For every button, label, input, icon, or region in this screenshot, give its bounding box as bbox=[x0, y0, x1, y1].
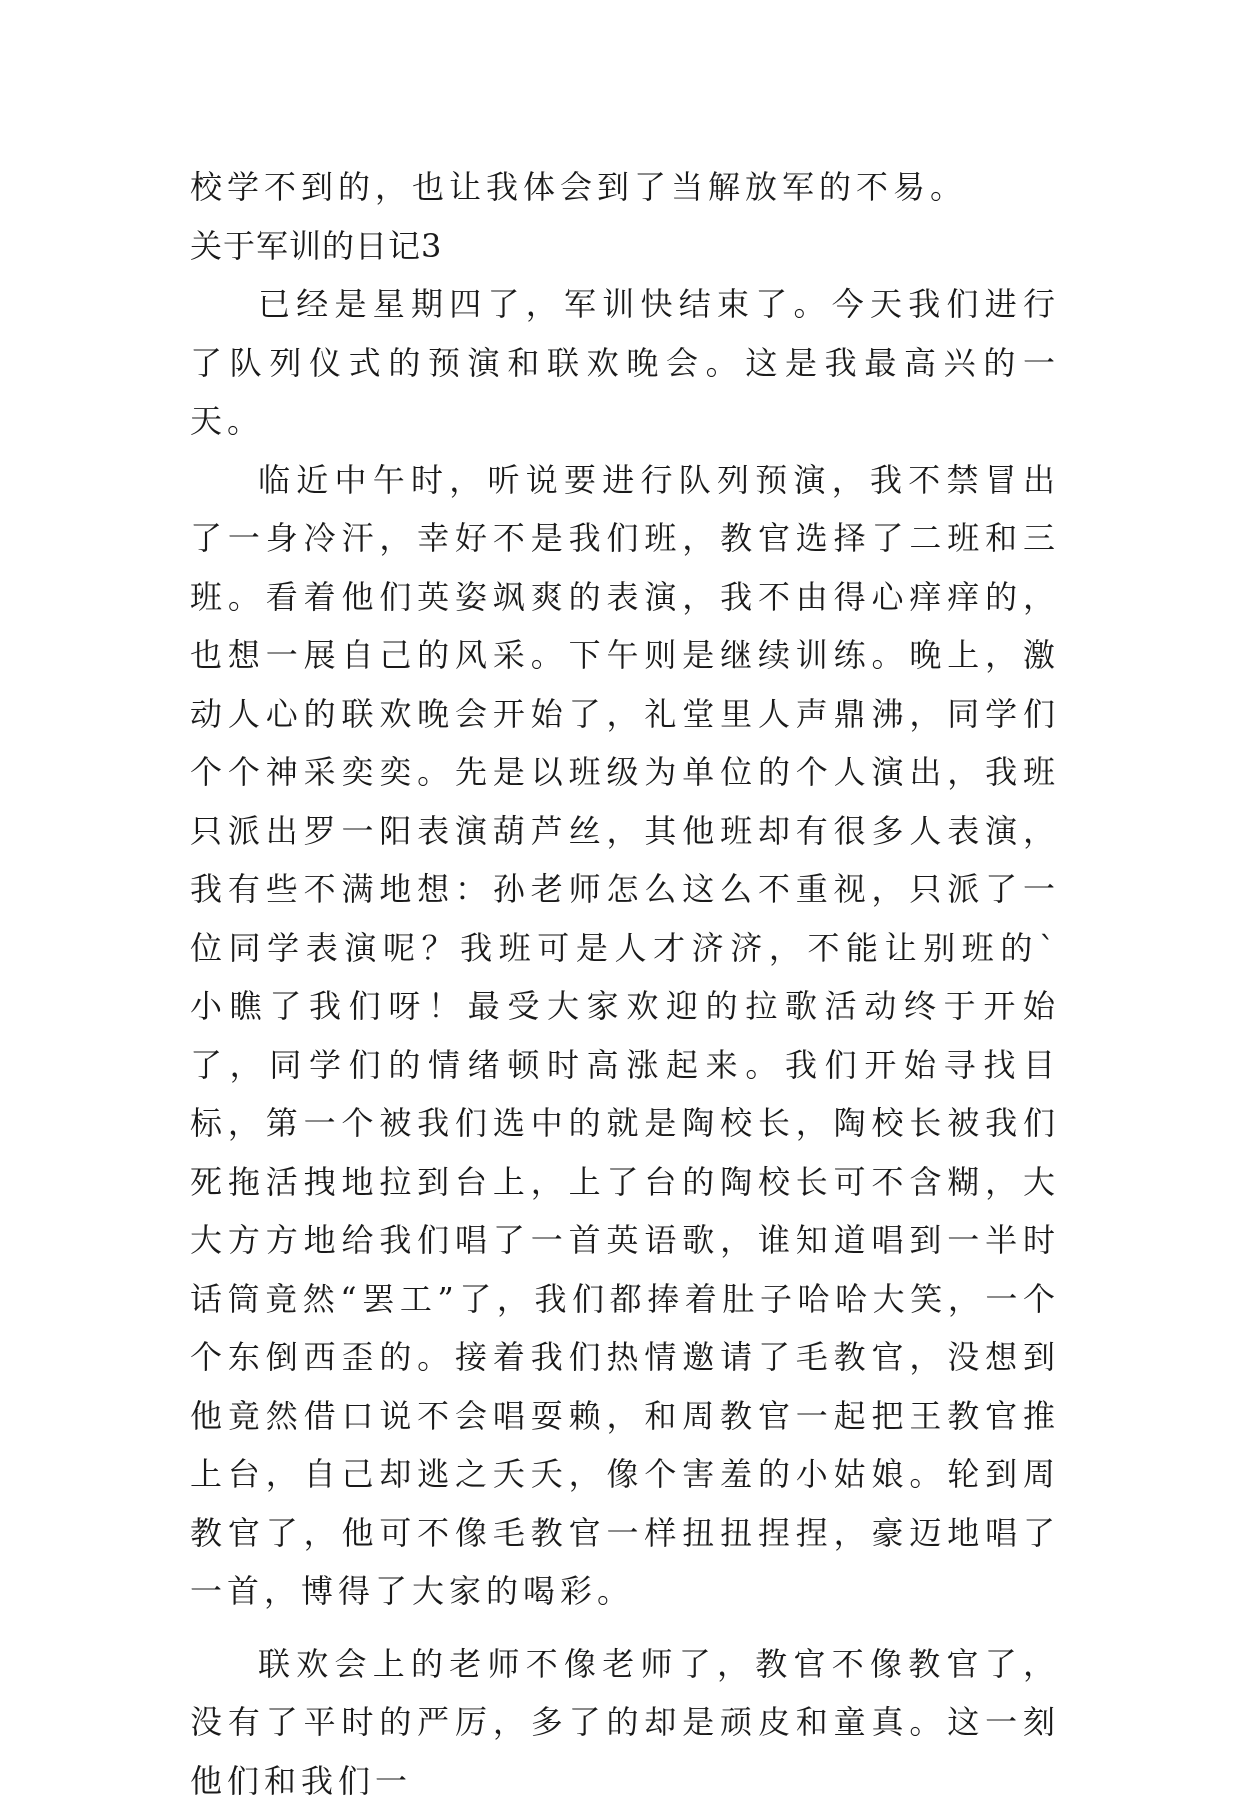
paragraph-intro: 已经是星期四了，军训快结束了。今天我们进行了队列仪式的预演和联欢晚会。这是我最高兴的一天。 bbox=[190, 275, 1060, 451]
section-heading: 关于军训的日记3 bbox=[190, 217, 1060, 276]
document-body bbox=[190, 158, 1060, 1810]
paragraph-continuation: 校学不到的，也让我体会到了当解放军的不易。 bbox=[190, 158, 1060, 217]
paragraph-closing: 联欢会上的老师不像老师了，教官不像教官了，没有了平时的严厉，多了的却是顽皮和童真。这一刻他们和我们一 bbox=[190, 1635, 1060, 1810]
paragraph-main: 临近中午时，听说要进行队列预演，我不禁冒出了一身冷汗，幸好不是我们班，教官选择了二班和三班。看着他们英姿飒爽的表演，我不由得心痒痒的，也想一展自己的风采。下午则是继续训练。晚上，激动人心的联欢晚会开始了，礼堂里人声鼎沸，同学们个个神采奕奕。先是以班级为单位的个人演出，我班只派出罗一阳表演葫芦丝，其他班却有很多人表演，我有些不满地想：孙老师怎么这么不重视，只派了一位同学表演呢？我班可是人才济济，不能让别班的`小瞧了我们呀！最受大家欢迎的拉歌活动终于开始了，同学们的情绪顿时高涨起来。我们开始寻找目标，第一个被我们选中的就是陶校长，陶校长被我们死拖活拽地拉到台上，上了台的陶校长可不含糊，大大方方地给我们唱了一首英语歌，谁知道唱到一半时话筒竟然“罢工”了，我们都捧着肚子哈哈大笑，一个个东倒西歪的。接着我们热情邀请了毛教官，没想到他竟然借口说不会唱耍赖，和周教官一起把王教官推上台，自己却逃之夭夭，像个害羞的小姑娘。轮到周教官了，他可不像毛教官一样扭扭捏捏，豪迈地唱了一首，博得了大家的喝彩。 bbox=[190, 451, 1060, 1621]
